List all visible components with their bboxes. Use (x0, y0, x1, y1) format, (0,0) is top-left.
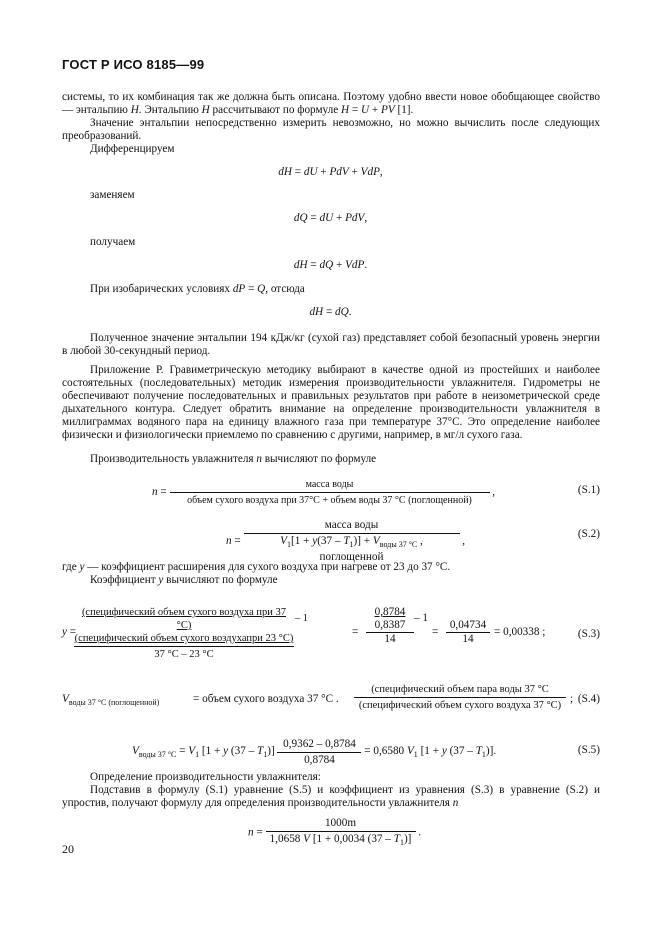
paragraph-substitution: Подставив в формулу (S.1) уравнение (S.5) и коэффициент из уравнения (S.3) в уравнение (S.2) и упростив, получают формулу для определения производительности увлажнителя n (62, 784, 600, 809)
s3-denominator: 37 °С – 23 °С (154, 649, 214, 660)
final-numerator: 1000m (266, 817, 416, 832)
equation-number-s2: (S.2) (577, 528, 600, 540)
paragraph-y-definition: где y — коэффициент расширения для сухого воздуха при нагреве от 23 до 37 °С. (62, 561, 451, 573)
s3-fraction2-den: 14 (384, 633, 396, 645)
s4-denominator: (специфический объем сухого воздуха 37 °С) (358, 700, 562, 711)
equation-dh-eq-dq: dH = dQ. (309, 306, 352, 318)
s3-fraction3-num: 0,04734 (446, 619, 490, 633)
s1-denominator: объем сухого воздуха при 37°С + объем воды 37 °С (поглощенной) (187, 495, 472, 506)
page-number: 20 (62, 842, 74, 856)
s3-result: = 0,00338 ; (494, 626, 546, 638)
paragraph-isobaric: При изобарических условиях dP = Q, отсюда (90, 283, 305, 295)
equation-number-s3: (S.3) (577, 628, 600, 640)
equation-number-s5: (S.5) (577, 744, 600, 756)
s2-numerator: масса воды (244, 519, 460, 534)
s3-fraction2-top: 0,8784 (374, 606, 406, 618)
document-header: ГОСТ Р ИСО 8185—99 (62, 57, 205, 72)
s3-top-line2: (специфический объем сухого воздухапри 23 °С) (74, 632, 294, 647)
equation-s4: $V_{воды 37 ^\circ С (поглощенной)}$ = объем сухого воздуха 37 °С . (специфический объем пара воды 37 °С (специфический объем сухого воздуха 37 °С) ; (62, 684, 574, 711)
paragraph-replace: заменяем (90, 189, 135, 201)
equation-number-s1: (S.1) (577, 484, 600, 496)
equation-s3: y = (специфический объем сухого воздуха при 37 °С) – 1 (специфический объем сухого воздухапри 23 °С) 37 °С – 23 °С = 0,8784 0,8387 14 – 1 = $\frac{0,04734}{14}$ = 0,00338 ; (62, 606, 546, 660)
s4-middle: = объем сухого воздуха 37 °С . (193, 693, 339, 705)
s5-numerator: 0,9362 – 0,8784 (277, 738, 361, 753)
equation-s1: n = масса воды объем сухого воздуха при 37°С + объем воды 37 °С (поглощенной) , (152, 479, 496, 506)
equation-final: n = $\frac{1000m}{1,0658 V [1 + 0,0034 (37 - T_1)]}$ . (248, 817, 422, 847)
s3-fraction3-den: 14 (462, 633, 474, 645)
paragraph-y-formula: Коэффициент y вычисляют по формуле (90, 574, 278, 586)
equation-s2: n = $\frac{\text{масса воды}}{V_1[1 + y(37 - T_1)] + V_{воды 37 ^\circ С} , поглощенной}$ , (226, 519, 466, 563)
equation-dq: dQ = dU + PdV, (293, 212, 368, 224)
paragraph-differentiate: Дифференцируем (90, 143, 175, 155)
paragraph-humidifier-output: Производительность увлажнителя n вычисляют по формуле (90, 453, 377, 465)
s3-fraction2-mid: 0,8387 (366, 619, 414, 633)
paragraph-enthalpy-value: Полученное значение энтальпии 194 кДж/кг (сухой газ) представляет собой безопасный уровень энергии в любой 30-секундный период. (62, 332, 600, 357)
paragraph-appendix-r: Приложение Р. Гравиметрическую методику выбирают в качестве одной из простейших и наиболее состоятельных (последовательных) методик измерения производительности увлажнителя. Гидрометры не обеспечивают получение последовательных и правильных результатов при работе в неизометрической среде дыхательного контура. Следует обратить внимание на определение производительности увлажнителя в миллиграммах водяного пара на единицу влажного газа при температуре 37°С. Это определение наиболее физически и физиологически приемлемо по сравнению с другими, например, в мг/л сухого газа. (62, 364, 600, 441)
equation-number-s4: (S.4) (577, 693, 600, 705)
paragraph-enthalpy-intro: системы, то их комбинация так же должна быть описана. Поэтому удобно ввести новое обобщающее свойство — энтальпию H. Энтальпию H рассчитывают по формуле H = U + PV [1]. (62, 91, 600, 116)
equation-dh: dH = dU + PdV + VdP, (278, 166, 383, 178)
equation-dh-dq: dH = dQ + VdP. (293, 259, 368, 271)
paragraph-obtain: получаем (90, 236, 136, 248)
s4-numerator: (специфический объем пара воды 37 °С (354, 683, 566, 698)
s3-top-line1: (специфический объем сухого воздуха при 37 °С) – 1 (81, 607, 308, 631)
paragraph-enthalpy-measure: Значение энтальпии непосредственно измерить невозможно, но можно вычислить после следующих преобразований. (62, 117, 600, 142)
equation-s5: $V_{воды 37 ^\circ С} = V_1$ [1 + y $(37 - T_1)$] $\frac{0,9362 - 0,8784}{0,8784}$ = 0,6580 $V_1$ [1 + y $(37 - T_1)$]. (132, 738, 497, 766)
s5-denominator: 0,8784 (304, 754, 335, 766)
paragraph-determination: Определение производительности увлажнителя: (90, 771, 321, 783)
s1-numerator: масса воды (170, 478, 490, 493)
